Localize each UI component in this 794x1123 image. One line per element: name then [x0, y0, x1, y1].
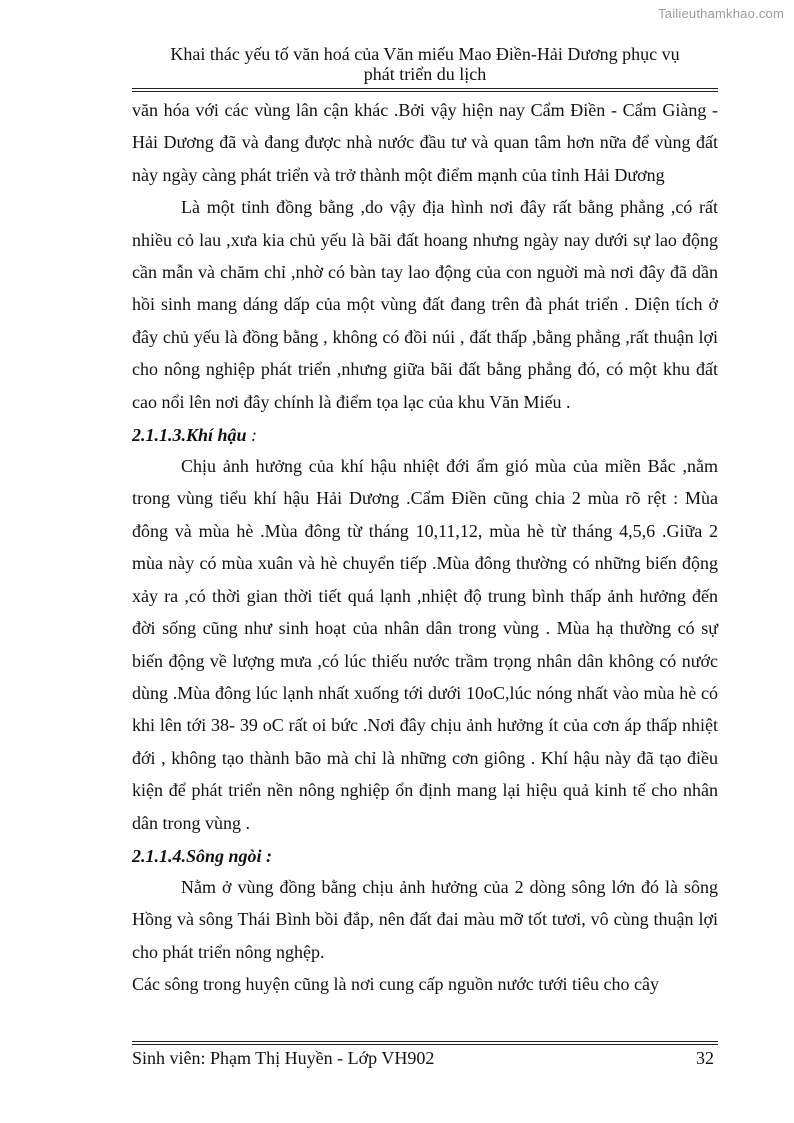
watermark: Tailieuthamkhao.com — [658, 6, 784, 21]
section-heading-rivers-title: 2.1.1.4.Sông ngòi : — [132, 845, 273, 866]
paragraph-rivers-continued: Các sông trong huyện cũng là nơi cung cấp nguồn nước tưới tiêu cho cây — [132, 974, 659, 995]
running-footer — [132, 1047, 718, 1069]
section-heading-climate-colon: : — [246, 425, 258, 446]
paragraph-climate: Chịu ảnh hưởng của khí hậu nhiệt đới ẩm gió mùa của miền Bắc ,nằm trong vùng tiểu khí hậu Hải Dương .Cẩm Điền cũng chia 2 mùa rõ rệt : Mùa đông và mùa hè .Mùa đông từ tháng 10,11,12, mùa hè từ tháng 4,5,6 .Giữa 2 mùa này có mùa xuân và hè chuyển tiếp .Mùa đông thường có những biến động xảy ra ,có thời gian thời tiết quá lạnh ,nhiệt độ trung bình thấp ảnh hưởng đến đời sống cũng như sinh hoạt của nhân dân trong vùng . Mùa hạ thường có sự biến động về lượng mưa ,có lúc thiếu nước trầm trọng nhân dân không có nước dùng .Mùa đông lúc lạnh nhất xuống tới dưới 10oC,lúc nóng nhất vào mùa hè có khi lên tới 38- 39 oC rất oi bức .Nơi đây chịu ảnh hưởng ít của cơn áp thấp nhiệt đới , không tạo thành bão mà chỉ là những cơn giông . Khí hậu này đã tạo điều kiện để phát triển nền nông nghiệp ổn định mang lại hiệu quả kinh tế cho nhân dân trong vùng . — [132, 456, 718, 833]
paragraph-rivers: Nằm ở vùng đồng bằng chịu ảnh hưởng của 2 dòng sông lớn đó là sông Hồng và sông Thái Bình bồi đắp, nên đất đai màu mỡ tốt tươi, vô cùng thuận lợi cho phát triển nông nghệp. — [132, 876, 718, 962]
section-heading-climate-title: 2.1.1.3.Khí hậu — [132, 425, 247, 446]
header-line-2: phát triển du lịch — [363, 64, 487, 84]
footer-student: Sinh viên: Phạm Thị Huyền - Lớp VH902 — [132, 1048, 435, 1068]
header-divider — [132, 88, 718, 92]
header-line-1: Khai thác yếu tố văn hoá của Văn miếu Mao Điền-Hải Dương phục vụ — [170, 44, 680, 64]
paragraph-terrain: Là một tỉnh đồng bằng ,do vậy địa hình nơi đây rất bằng phẳng ,có rất nhiều cỏ lau ,xưa kia chủ yếu là bãi đất hoang nhưng ngày nay dưới sự lao động cần mẫn và chăm chỉ ,nhờ có bàn tay lao động của con nguời mà nơi đây đã dần hồi sinh mang dáng dấp của một vùng đất đang trên đà phát triển . Diện tích ở đây chủ yếu là đồng bằng , không có đồi núi , đất thấp ,bằng phẳng ,rất thuận lợi cho nông nghiệp phát triển ,nhưng giữa bãi đất bằng phẳng đó, có một khu đất cao nổi lên nơi đây chính là điểm tọa lạc của khu Văn Miếu . — [132, 197, 718, 412]
footer-divider — [132, 1041, 718, 1045]
section-heading-climate — [132, 420, 718, 450]
section-heading-rivers — [132, 841, 718, 871]
running-header — [132, 44, 718, 84]
paragraph-continuation: văn hóa với các vùng lân cận khác .Bởi vậy hiện nay Cẩm Điền - Cẩm Giàng - Hải Dương đã và đang được nhà nước đầu tư và quan tâm hơn nữa để vùng đất này ngày càng phát triển và trở thành một điểm mạnh của tỉnh Hải Dương — [132, 100, 718, 185]
document-body — [132, 94, 718, 1001]
page-number: 32 — [696, 1048, 714, 1068]
